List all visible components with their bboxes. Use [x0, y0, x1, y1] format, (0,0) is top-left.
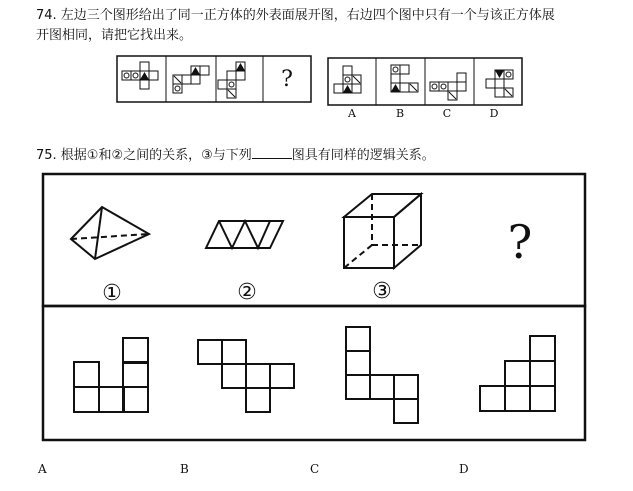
q75-option-a-label: A: [38, 462, 47, 476]
q74-options-panel: [328, 58, 522, 105]
q75-option-b-net: [198, 340, 294, 412]
q74-option-a-net: [334, 66, 361, 93]
question-74-text-line2: 开图相同，请把它找出来。: [36, 28, 193, 43]
q75-figure-1-label: ①: [102, 281, 122, 306]
q74-option-c-label: C: [442, 107, 452, 120]
q75-option-b-label: B: [180, 462, 189, 476]
q74-net-3: [218, 62, 245, 98]
q75-option-c-label: C: [310, 462, 320, 476]
q75-option-a-net: [74, 338, 148, 412]
q74-option-d-net: [486, 70, 513, 97]
q74-net-1: [122, 62, 158, 89]
q75-figure-1-pyramid: [71, 207, 149, 259]
q75-option-d-label: D: [459, 462, 469, 476]
question-74-text-line1: 74. 左边三个图形给出了同一正方体的外表面展开图，右边四个图中只有一个与该正方体展: [36, 8, 555, 23]
question-75-text-after: 图具有同样的逻辑关系。: [291, 148, 435, 163]
q74-option-c-net: [430, 73, 466, 100]
q75-question-mark: ?: [507, 215, 533, 269]
q74-option-a-label: A: [348, 107, 356, 120]
q74-option-b-net: [391, 65, 418, 92]
q75-figure-2-label: ②: [237, 280, 257, 305]
question-75-text-before: 75. 根据①和②之间的关系，③与下列: [36, 148, 252, 163]
q74-option-d-label: D: [489, 107, 499, 120]
q75-option-c-net: [346, 327, 418, 423]
q75-figure-2-triangle-strip: [206, 221, 283, 248]
q75-option-d-net: [480, 336, 555, 411]
q75-figure-3-label: ③: [372, 279, 392, 304]
q75-figure-3-cube: [344, 194, 421, 268]
q74-question-mark: ?: [281, 67, 293, 92]
q74-option-b-label: B: [395, 107, 405, 120]
q74-net-2: [173, 66, 209, 93]
